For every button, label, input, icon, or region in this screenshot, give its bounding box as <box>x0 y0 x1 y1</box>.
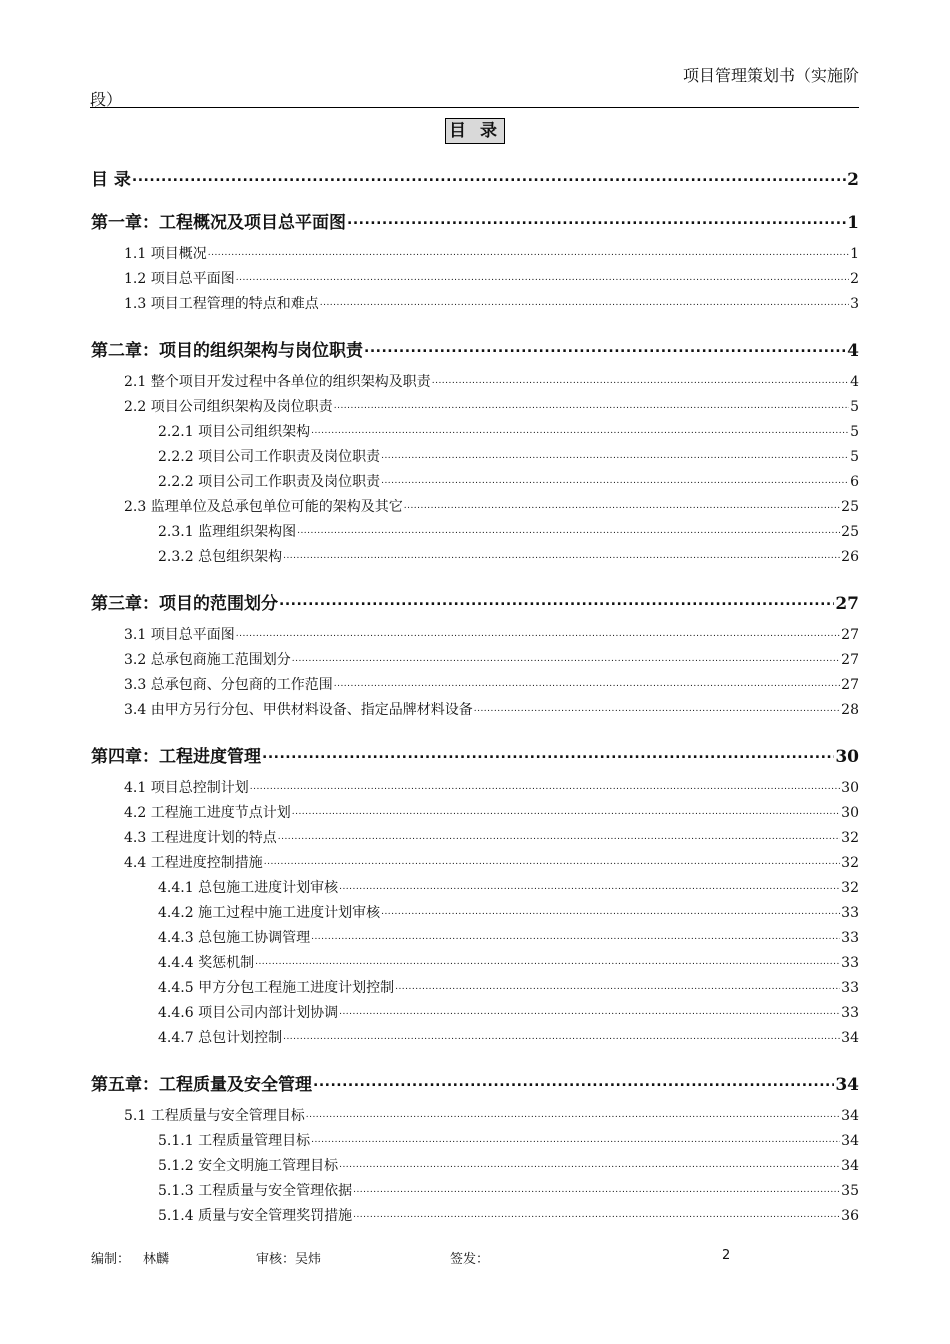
toc-entry-label: 2.3.2 总包组织架构 <box>158 549 283 565</box>
toc-dot-leader <box>292 650 840 664</box>
toc-entry-page-number: 5 <box>850 399 859 415</box>
toc-entry-page-number: 34 <box>841 1030 859 1046</box>
toc-section-entry[interactable] <box>124 699 859 719</box>
toc-entry-page-number: 28 <box>841 702 859 718</box>
toc-section-entry[interactable] <box>158 1002 859 1022</box>
toc-entry-label: 第三章：项目的范围划分 <box>91 594 278 614</box>
toc-section-entry[interactable] <box>158 952 859 972</box>
toc-title-container <box>0 118 950 144</box>
toc-section-entry[interactable] <box>158 977 859 997</box>
toc-dot-leader <box>292 803 840 817</box>
toc-entry-label: 1.1 项目概况 <box>124 246 207 262</box>
toc-section-entry[interactable] <box>124 777 859 797</box>
toc-entry-page-number: 27 <box>841 627 859 643</box>
toc-entry-page-number: 30 <box>841 780 859 796</box>
toc-entry-label: 4.4.6 项目公司内部计划协调 <box>158 1005 339 1021</box>
footer-issuer-label: 签发： <box>450 1252 490 1267</box>
toc-entry-page-number: 5 <box>850 424 859 440</box>
toc-section-entry[interactable] <box>158 521 859 541</box>
toc-entry-page-number: 33 <box>841 905 859 921</box>
toc-entry-page-number: 1 <box>850 246 859 262</box>
toc-dot-leader <box>339 1156 840 1170</box>
toc-section-entry[interactable] <box>124 396 859 416</box>
toc-entry-page-number: 25 <box>841 524 859 540</box>
toc-dot-leader <box>306 1106 840 1120</box>
toc-dot-leader <box>381 903 840 917</box>
toc-entry-label: 第五章：工程质量及安全管理 <box>91 1075 312 1095</box>
toc-entry-page-number: 6 <box>850 474 859 490</box>
toc-dot-leader <box>347 211 846 228</box>
toc-section-entry[interactable] <box>124 1105 859 1125</box>
toc-section-entry[interactable] <box>158 927 859 947</box>
toc-entry-label: 4.4 工程进度控制措施 <box>124 855 263 871</box>
toc-entry-label: 3.4 由甲方另行分包、甲供材料设备、指定品牌材料设备 <box>124 702 473 718</box>
toc-section-entry[interactable] <box>158 1130 859 1150</box>
toc-section-entry[interactable] <box>124 802 859 822</box>
toc-entry-page-number: 4 <box>847 341 859 361</box>
toc-entry-label: 4.4.5 甲方分包工程施工进度计划控制 <box>158 980 395 996</box>
toc-entry-label: 4.4.2 施工过程中施工进度计划审核 <box>158 905 381 921</box>
toc-dot-leader <box>381 447 849 461</box>
toc-section-entry[interactable] <box>124 371 859 391</box>
toc-dot-leader <box>353 1206 840 1220</box>
toc-dot-leader <box>278 828 840 842</box>
toc-dot-leader <box>313 1073 834 1090</box>
toc-entry-page-number: 27 <box>841 677 859 693</box>
toc-entry-page-number: 33 <box>841 955 859 971</box>
toc-entry-label: 3.3 总承包商、分包商的工作范围 <box>124 677 333 693</box>
toc-section-entry[interactable] <box>158 421 859 441</box>
toc-entry-label: 2.2.2 项目公司工作职责及岗位职责 <box>158 449 381 465</box>
toc-section-entry[interactable] <box>124 827 859 847</box>
header-rule <box>90 107 859 108</box>
toc-chapter-entry[interactable] <box>91 208 859 233</box>
toc-entry-page-number: 33 <box>841 1005 859 1021</box>
toc-dot-leader <box>250 778 840 792</box>
toc-entry-page-number: 4 <box>850 374 859 390</box>
page-footer <box>0 1248 950 1268</box>
toc-entry-page-number: 34 <box>841 1158 859 1174</box>
toc-section-entry[interactable] <box>124 496 859 516</box>
toc-entry-label: 4.4.1 总包施工进度计划审核 <box>158 880 339 896</box>
toc-entry-label: 5.1.4 质量与安全管理奖罚措施 <box>158 1208 353 1224</box>
toc-section-entry[interactable] <box>124 243 859 263</box>
toc-entry-page-number: 32 <box>841 830 859 846</box>
toc-dot-leader <box>353 1181 840 1195</box>
toc-entry-label: 目 录 <box>91 170 131 190</box>
toc-entry-label: 2.1 整个项目开发过程中各单位的组织架构及职责 <box>124 374 431 390</box>
toc-entry-label: 4.2 工程施工进度节点计划 <box>124 805 291 821</box>
toc-entry-page-number: 27 <box>835 594 859 614</box>
toc-dot-leader <box>311 422 849 436</box>
toc-section-entry[interactable] <box>124 674 859 694</box>
footer-compiler-name: 林麟 <box>143 1252 170 1267</box>
toc-dot-leader <box>364 339 846 356</box>
toc-entry-label: 2.3 监理单位及总承包单位可能的架构及其它 <box>124 499 403 515</box>
toc-entry-label: 5.1 工程质量与安全管理目标 <box>124 1108 305 1124</box>
header-title-line2: 段） <box>90 90 123 109</box>
toc-dot-leader <box>339 1003 840 1017</box>
toc-section-entry[interactable] <box>158 1205 859 1225</box>
toc-entry-page-number: 3 <box>850 296 859 312</box>
toc-entry-page-number: 30 <box>835 747 859 767</box>
toc-entry-page-number: 33 <box>841 980 859 996</box>
toc-entry-page-number: 34 <box>835 1075 859 1095</box>
toc-entry-label: 2.2 项目公司组织架构及岗位职责 <box>124 399 333 415</box>
toc-entry-label: 4.4.4 奖惩机制 <box>158 955 255 971</box>
toc-section-entry[interactable] <box>124 649 859 669</box>
toc-entry-page-number: 33 <box>841 930 859 946</box>
toc-section-entry[interactable] <box>124 293 859 313</box>
toc-section-entry[interactable] <box>158 1180 859 1200</box>
toc-entry-label: 3.2 总承包商施工范围划分 <box>124 652 291 668</box>
toc-entry-page-number: 32 <box>841 855 859 871</box>
toc-entry-page-number: 26 <box>841 549 859 565</box>
toc-dot-leader <box>339 878 840 892</box>
toc-entry-page-number: 25 <box>841 499 859 515</box>
toc-dot-leader <box>311 928 840 942</box>
toc-entry-label: 1.3 项目工程管理的特点和难点 <box>124 296 319 312</box>
toc-entry-page-number: 5 <box>850 449 859 465</box>
toc-entry-page-number: 2 <box>850 271 859 287</box>
toc-entry-label: 3.1 项目总平面图 <box>124 627 235 643</box>
toc-dot-leader <box>236 269 849 283</box>
toc-chapter-entry[interactable] <box>91 742 859 767</box>
toc-dot-leader <box>311 1131 840 1145</box>
toc-dot-leader <box>381 472 849 486</box>
toc-section-entry[interactable] <box>124 268 859 288</box>
toc-entry-label: 2.3.1 监理组织架构图 <box>158 524 297 540</box>
toc-section-entry[interactable] <box>158 902 859 922</box>
toc-chapter-entry[interactable] <box>91 336 859 361</box>
page-header <box>90 64 859 112</box>
toc-dot-leader <box>320 294 849 308</box>
toc-section-entry[interactable] <box>158 1027 859 1047</box>
toc-entry-label: 第二章：项目的组织架构与岗位职责 <box>91 341 363 361</box>
toc-entry-label: 4.3 工程进度计划的特点 <box>124 830 277 846</box>
toc-entry-page-number: 36 <box>841 1208 859 1224</box>
toc-dot-leader <box>262 745 834 762</box>
header-title-line1: 项目管理策划书（实施阶 <box>682 66 859 85</box>
toc-section-entry[interactable] <box>158 877 859 897</box>
toc-dot-leader <box>404 497 840 511</box>
toc-entry-page-number: 34 <box>841 1108 859 1124</box>
toc-dot-leader <box>297 522 840 536</box>
toc-dot-leader <box>264 853 840 867</box>
toc-entry-label: 2.2.2 项目公司工作职责及岗位职责 <box>158 474 381 490</box>
toc-section-entry[interactable] <box>158 546 859 566</box>
toc-entry-label: 4.1 项目总控制计划 <box>124 780 249 796</box>
toc-section-entry[interactable] <box>124 624 859 644</box>
toc-entry-label: 第四章：工程进度管理 <box>91 747 261 767</box>
toc-chapter-entry[interactable] <box>91 589 859 614</box>
toc-dot-leader <box>279 592 834 609</box>
toc-entry-label: 2.2.1 项目公司组织架构 <box>158 424 311 440</box>
toc-entry-page-number: 30 <box>841 805 859 821</box>
toc-dot-leader <box>432 372 849 386</box>
footer-compiler-label: 编制： <box>91 1252 131 1267</box>
toc-entry-label: 第一章：工程概况及项目总平面图 <box>91 213 346 233</box>
toc-entry-page-number: 32 <box>841 880 859 896</box>
toc-entry-label: 1.2 项目总平面图 <box>124 271 235 287</box>
toc-dot-leader <box>255 953 840 967</box>
toc-dot-leader <box>334 397 849 411</box>
toc-section-entry[interactable] <box>124 852 859 872</box>
toc-section-entry[interactable] <box>158 446 859 466</box>
toc-dot-leader <box>283 547 840 561</box>
toc-entry-page-number: 35 <box>841 1183 859 1199</box>
toc-entry-page-number: 27 <box>841 652 859 668</box>
toc-dot-leader <box>208 244 849 258</box>
toc-entry-page-number: 2 <box>847 170 859 190</box>
toc-entry-label: 5.1.1 工程质量管理目标 <box>158 1133 311 1149</box>
toc-chapter-entry[interactable] <box>91 1070 859 1095</box>
toc-section-entry[interactable] <box>158 471 859 491</box>
toc-dot-leader <box>395 978 840 992</box>
toc-chapter-entry[interactable] <box>91 165 859 190</box>
toc-title: 目 录 <box>445 118 505 144</box>
toc-entry-page-number: 34 <box>841 1133 859 1149</box>
toc-entry-page-number: 1 <box>847 213 859 233</box>
toc-dot-leader <box>474 700 840 714</box>
toc-dot-leader <box>236 625 840 639</box>
toc-entry-label: 5.1.3 工程质量与安全管理依据 <box>158 1183 353 1199</box>
toc-dot-leader <box>283 1028 840 1042</box>
footer-reviewer: 审核：吴炜 <box>256 1252 322 1267</box>
toc-dot-leader <box>334 675 840 689</box>
toc-section-entry[interactable] <box>158 1155 859 1175</box>
toc-dot-leader <box>132 168 846 185</box>
toc-entry-label: 4.4.7 总包计划控制 <box>158 1030 283 1046</box>
footer-page-number: 2 <box>722 1248 731 1263</box>
toc-entry-label: 5.1.2 安全文明施工管理目标 <box>158 1158 339 1174</box>
toc-entry-label: 4.4.3 总包施工协调管理 <box>158 930 311 946</box>
